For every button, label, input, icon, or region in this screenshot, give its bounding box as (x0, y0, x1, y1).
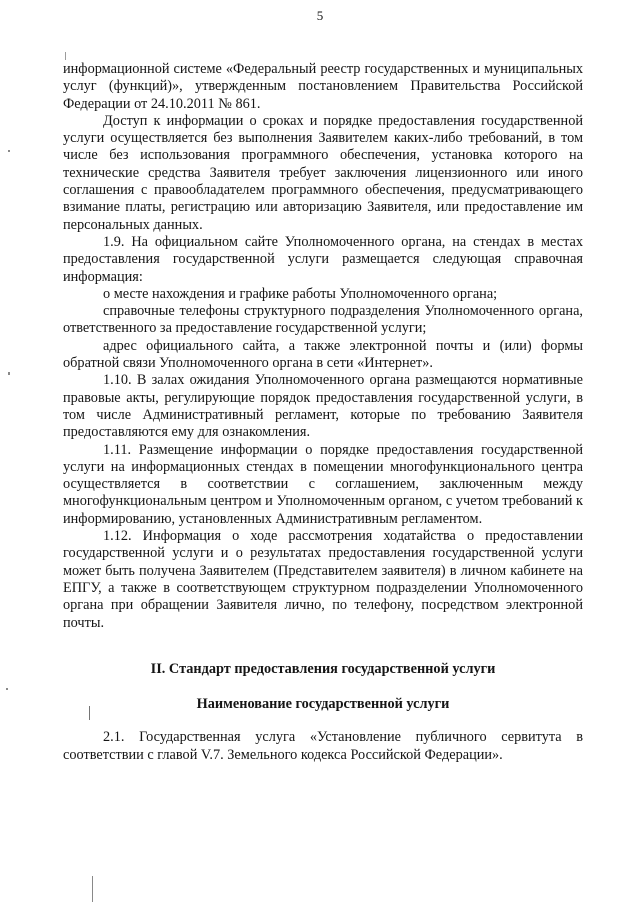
paragraph-registry-continuation: информационной системе «Федеральный реестр государственных и муниципальных услуг (функций)», утвержденным постановлением Правительства Российской Федерации от 24.10.2011 № 861. (63, 61, 583, 112)
list-item-website-email: адрес официального сайта, а также электронной почты и (или) формы обратной связи Уполномоченного органа в сети «Интернет». (63, 337, 583, 372)
paragraph-1-11: 1.11. Размещение информации о порядке предоставления государственной услуги на информационных стендах в помещении многофункционального центра осуществляется в соответствии с соглашением, заключенным между многофункциональным центром и Уполномоченным органом, с учетом требований к информированию, установленных Административным регламентом. (63, 441, 583, 527)
scan-mark (65, 52, 66, 60)
list-item-location-schedule: о месте нахождения и графике работы Уполномоченного органа; (103, 285, 498, 302)
scan-mark (6, 688, 8, 690)
subsection-heading: Наименование государственной услуги (196, 696, 450, 713)
scan-mark (8, 150, 10, 152)
paragraph-access-to-information: Доступ к информации о сроках и порядке предоставления государственной услуги осуществляется без выполнения Заявителем каких-либо требований, в том числе без использования программного обеспечения, установка которого на технические средства Заявителя требует заключения лицензионного или иного соглашения с правообладателем программного обеспечения, предусматривающего взимание платы, регистрацию или авторизацию Заявителя, или предоставление им персональных данных. (63, 112, 583, 233)
document-body (63, 61, 583, 764)
section-heading: II. Стандарт предоставления государственной услуги (150, 660, 496, 677)
list-item-reference-phones: справочные телефоны структурного подразделения Уполномоченного органа, ответственного за предоставление государственной услуги; (63, 303, 583, 337)
page-number: 5 (316, 8, 324, 23)
paragraph-1-10: 1.10. В залах ожидания Уполномоченного органа размещаются нормативные правовые акты, регулирующие порядок предоставления государственной услуги, в том числе Административный регламент, которые по требованию Заявителя предоставляются ему для ознакомления. (63, 372, 583, 441)
scan-mark (92, 876, 93, 902)
paragraph-1-12: 1.12. Информация о ходе рассмотрения ходатайства о предоставлении государственной услуги и о результатах предоставления государственной услуги может быть получена Заявителем (Представителем заявителя) в личном кабинете на ЕПГУ, а также в соответствующем структурном подразделении Уполномоченного органа при обращении Заявителя лично, по телефону, посредством электронной почты. (63, 528, 583, 631)
paragraph-2-1: 2.1. Государственная услуга «Установление публичного сервитута в соответствии с главой V.7. Земельного кодекса Российской Федерации». (63, 729, 583, 763)
scan-mark (89, 706, 90, 720)
paragraph-1-9: 1.9. На официальном сайте Уполномоченного органа, на стендах в местах предоставления государственной услуги размещается следующая справочная информация: (63, 233, 583, 285)
scan-mark (8, 372, 10, 375)
